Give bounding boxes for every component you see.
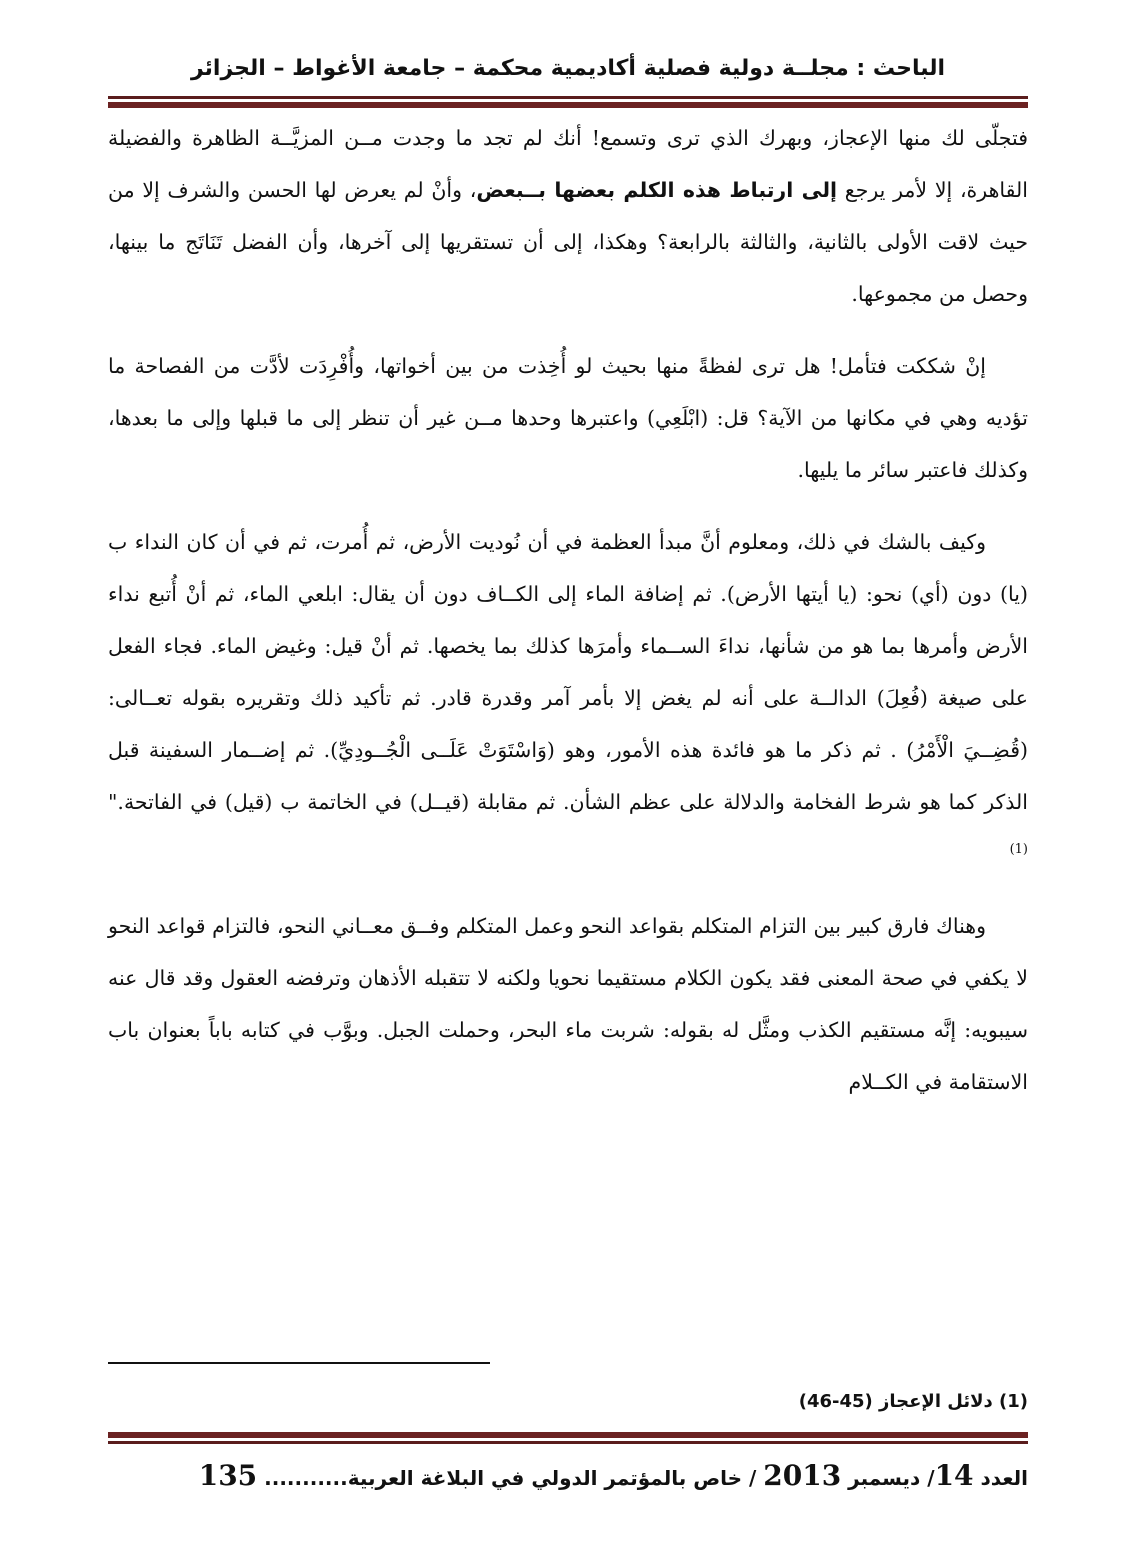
footer-issue-prefix: العدد: [980, 1466, 1028, 1490]
paragraph-2: إنْ شككت فتأمل! هل ترى لفظةً منها بحيث لو أُخِذت من بين أخواتها، وأُفْرِدَت لأدَّت من الفصاحة ما تؤديه وهي في مكانها من الآية؟ قل: (ابْلَعِي) واعتبرها وحدها مــن غير أن تنظر إلى ما قبلها وإلى ما بعدها، وكذلك فاعتبر سائر ما يليها.: [108, 354, 1028, 482]
article-body: [108, 112, 1028, 1128]
footer-issue-number: 14: [934, 1459, 974, 1492]
footer-description: / خاص بالمؤتمر الدولي في البلاغة العربية...........: [264, 1466, 757, 1490]
footer-rule-thick: [108, 1432, 1028, 1438]
paragraph-3: [108, 516, 1028, 880]
footer-rule-thin: [108, 1441, 1028, 1444]
footnote-reference: (1): [1009, 842, 1028, 858]
paragraph-3-text: وكيف بالشك في ذلك، ومعلوم أنَّ مبدأ العظمة في أن نُوديت الأرض، ثم أُمرت، ثم في أن كان النداء ب (يا) دون (أي) نحو: (يا أيتها الأرض). ثم إضافة الماء إلى الكــاف دون أن يقال: ابلعي الماء، ثم أنْ أُتبع نداء الأرض وأمرها بما هو من شأنها، نداءَ الســماء وأمرَها كذلك بما يخصها. ثم أنْ قيل: وغيض الماء. فجاء الفعل على صيغة (فُعِلَ) الدالــة على أنه لم يغض إلا بأمر آمر وقدرة قادر. ثم تأكيد ذلك وتقريره بقوله تعــالى: (قُضِــيَ الْأَمْرُ) . ثم ذكر ما هو فائدة هذه الأمور، وهو (وَاسْتَوَتْ عَلَــى الْجُــودِيِّ). ثم إضــمار السفينة قبل الذكر كما هو شرط الفخامة والدلالة على عظم الشأن. ثم مقابلة (قيــل) في الخاتمة ب (قيل) في الفاتحة.": [108, 530, 1028, 814]
footnote-1: (1) دلائل الإعجاز (45-46): [798, 1391, 1028, 1412]
paragraph-4: وهناك فارق كبير بين التزام المتكلم بقواعد النحو وعمل المتكلم وفــق معــاني النحو، فالتزام قواعد النحو لا يكفي في صحة المعنى فقد يكون الكلام مستقيما نحويا ولكنه لا تتقبله الأذهان وترفضه العقول وقد قال عنه سيبويه: إنَّه مستقيم الكذب ومثَّل له بقوله: شربت ماء البحر، وحملت الجبل. وبوَّب في كتابه باباً بعنوان باب الاستقامة في الكــلام: [108, 914, 1028, 1094]
page-number: 135: [198, 1459, 258, 1492]
paragraph-1-end: ، وأنْ لم يعرض لها الحسن والشرف إلا من حيث لاقت الأولى بالثانية، والثالثة بالرابعة؟ وهكذا، إلى أن تستقريها إلى آخرها، وأن الفضل تَنَاتَج ما بينها، وحصل من مجموعها.: [108, 178, 1028, 306]
page-footer: [108, 1456, 1028, 1498]
journal-header-title: الباحث : مجلــة دولية فصلية أكاديمية محكمة – جامعة الأغواط – الجزائر: [190, 56, 946, 81]
footnote-separator: [108, 1362, 490, 1364]
paragraph-1-start: فتجلّى لك منها الإعجاز، وبهرك الذي ترى وتسمع! أنك لم تجد ما وجدت مــن المزيَّــة الظاهرة والفضيلة القاهرة، إلا لأمر يرجع: [108, 126, 1028, 202]
paragraph-1-bold-phrase: إلى ارتباط هذه الكلم بعضها بــبعض: [476, 178, 838, 202]
footer-month: / ديسمبر: [848, 1466, 935, 1490]
header-rule-thick: [108, 102, 1028, 108]
header-rule-thin: [108, 96, 1028, 99]
footer-year: 2013: [763, 1459, 842, 1492]
paragraph-1: [108, 112, 1028, 320]
